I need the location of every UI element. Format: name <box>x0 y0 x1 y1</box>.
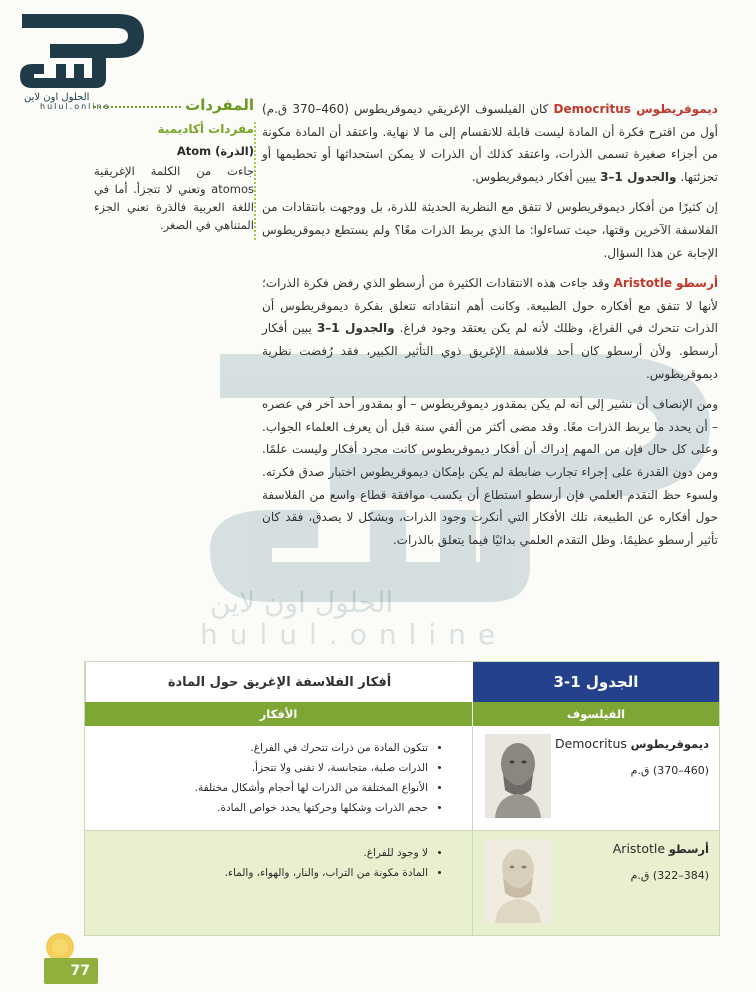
vocabulary-heading: المفردات <box>185 96 254 114</box>
table-caption-row <box>85 662 719 702</box>
logo-latin-text: hulul.online <box>40 102 111 111</box>
logo-arabic-text: الحلول اون لاين <box>24 92 90 103</box>
democritus-name-ar: ديموقريطوس <box>636 102 718 116</box>
vocabulary-heading-divider <box>94 106 181 108</box>
table-row-aristotle <box>85 831 719 935</box>
vocabulary-subheading: مفردات أكاديمية <box>157 122 254 136</box>
header-philosopher: الفيلسوف <box>472 702 719 726</box>
list-item: • المادة مكونة من التراب، والنار، والهواء، والماء. <box>85 863 428 883</box>
philosopher-cell <box>472 831 719 935</box>
table-row-democritus <box>85 726 719 831</box>
aristotle-name-en: Aristotle <box>613 276 672 291</box>
list-item: • لا وجود للفراغ. <box>85 843 428 863</box>
philosophers-table <box>84 661 720 936</box>
vocabulary-sidebar <box>94 96 254 234</box>
list-item: • الأنواع المختلفة من الذرات لها أحجام وأشكال مختلفة. <box>85 778 428 798</box>
philosopher-dates: (460–370) ق.م <box>630 764 709 777</box>
philosopher-name <box>555 736 709 751</box>
table-number: الجدول 1-3 <box>473 662 719 702</box>
paragraph-fairness: ومن الإنصاف أن نشير إلى أنه لم يكن بمقدور ديموقريطوس – أو بمقدور أحد آخر في عصره – أن يحدد ما يربط الذرات معًا. وقد مضى أكثر من ألفي سنة قبل أن يعرف العلماء الجواب. وعلى كل حال فإن من المهم إدراك أن أفكار ديموقريطوس كانت مجرد أفكار وليست علمًا. ومن دون القدرة على إجراء تجارب ضابطة لم يكن بإمكان ديموقريطوس اختبار صدق فكرته. ولسوء حظ التقدم العلمي فإن أرسطو استطاع أن يكسب موافقة قطاع واسع من الفلاسفة حول أفكاره عن الطبيعة، تلك الأفكار التي أنكرت وجود الذرات، وبشكل لا يصدق، فقد كان تأثير أرسطو عظيمًا. وظل التقدم العلمي بدائيًا فيما يتعلق بالذرات. <box>262 397 718 547</box>
vocabulary-definition: جاءت من الكلمة الإغريقية atomos وتعني لا تتجزأ. أما في اللغة العربية فالذرة تعني الجزء المتناهي في الصغر. <box>94 164 254 232</box>
vocabulary-term: Atom (الذرة) <box>176 144 254 158</box>
aristotle-name-ar: أرسطو <box>675 276 718 291</box>
philosopher-cell <box>472 726 719 830</box>
democritus-text: كان الفيلسوف الإغريقي ديموقريطوس (460–370 ق.م) أول من اقترح فكرة أن المادة ليست قابلة للانقسام إلى ما لا نهاية. واعتقد أن المادة مكونة من أجزاء صغيرة تسمى الذرات، واعتقد كذلك أن الذرات لا يمكن استحداثها أو تحطيمها أو تجزئتها. <box>262 102 718 184</box>
list-item: • حجم الذرات وشكلها وحركتها يحدد خواص المادة. <box>85 798 428 818</box>
democritus-bust-icon <box>485 734 551 818</box>
watermark-arabic-text: الحلول اون لاين <box>210 586 394 619</box>
vocabulary-heading-row <box>94 96 254 114</box>
header-ideas: الأفكار <box>259 707 298 721</box>
main-text <box>262 98 718 559</box>
philosopher-name-en: Democritus <box>554 736 627 751</box>
philosopher-name-ar: أرسطو <box>668 842 709 856</box>
paragraph-criticism: إن كثيرًا من أفكار ديموقريطوس لا تتفق مع النظرية الحديثة للذرة، بل ووجهت بانتقادات من الفلاسفة الآخرين وقتها، حيث تساءلوا: ما الذي يربط الذرات معًا؟ ولم يستطع ديموقريطوس الإجابة عن هذا السؤال. <box>262 200 718 260</box>
democritus-tail: يبين أفكار ديموقريطوس. <box>471 169 597 184</box>
table-reference: والجدول 1–3 <box>600 169 677 184</box>
ideas-list <box>85 738 442 818</box>
list-item: • تتكون المادة من ذرات تتحرك في الفراغ. <box>85 738 428 758</box>
ideas-list <box>85 843 442 883</box>
aristotle-bust-icon <box>485 839 551 923</box>
ideas-cell <box>85 831 472 935</box>
page-number: 77 <box>44 958 98 984</box>
democritus-name-en: Democritus <box>553 102 631 116</box>
ideas-cell <box>85 726 472 830</box>
table-title: أفكار الفلاسفة الإغريق حول المادة <box>85 662 473 702</box>
vocabulary-side-rule <box>254 122 256 240</box>
table-reference-2: والجدول 1–3 <box>316 321 395 336</box>
philosopher-dates: (384–322) ق.م <box>630 869 709 882</box>
aristotle-tail: يبين أفكار أرسطو. ولأن أرسطو كان أحد فلاسفة الإغريق ذوي التأثير الكبير، فقد رُفضت نظرية ديموقريطوس. <box>262 321 718 381</box>
aristotle-text: وقد جاءت هذه الانتقادات الكثيرة من أرسطو الذي رفض فكرة الذرات؛ لأنها لا تتفق مع أفكاره حول الطبيعة. وكانت أهم انتقاداته تتعلق بفكرة ديموقريطوس أن الذرات تتحرك في الفراغ، وظلك لأنه لم يكن يعتقد وجود فراغ. <box>262 276 718 336</box>
logo-mark-icon <box>10 4 150 92</box>
watermark-latin-text: hulul.online <box>200 618 508 651</box>
paragraph-democritus <box>262 98 718 188</box>
philosopher-name <box>613 841 709 856</box>
philosopher-name-en: Aristotle <box>612 841 666 856</box>
paragraph-aristotle <box>262 272 718 385</box>
table-header-row <box>85 702 719 726</box>
list-item: • الذرات صلبة، متجانسة، لا تفنى ولا تتجزأ. <box>85 758 428 778</box>
philosopher-name-ar: ديموقريطوس <box>630 737 709 751</box>
